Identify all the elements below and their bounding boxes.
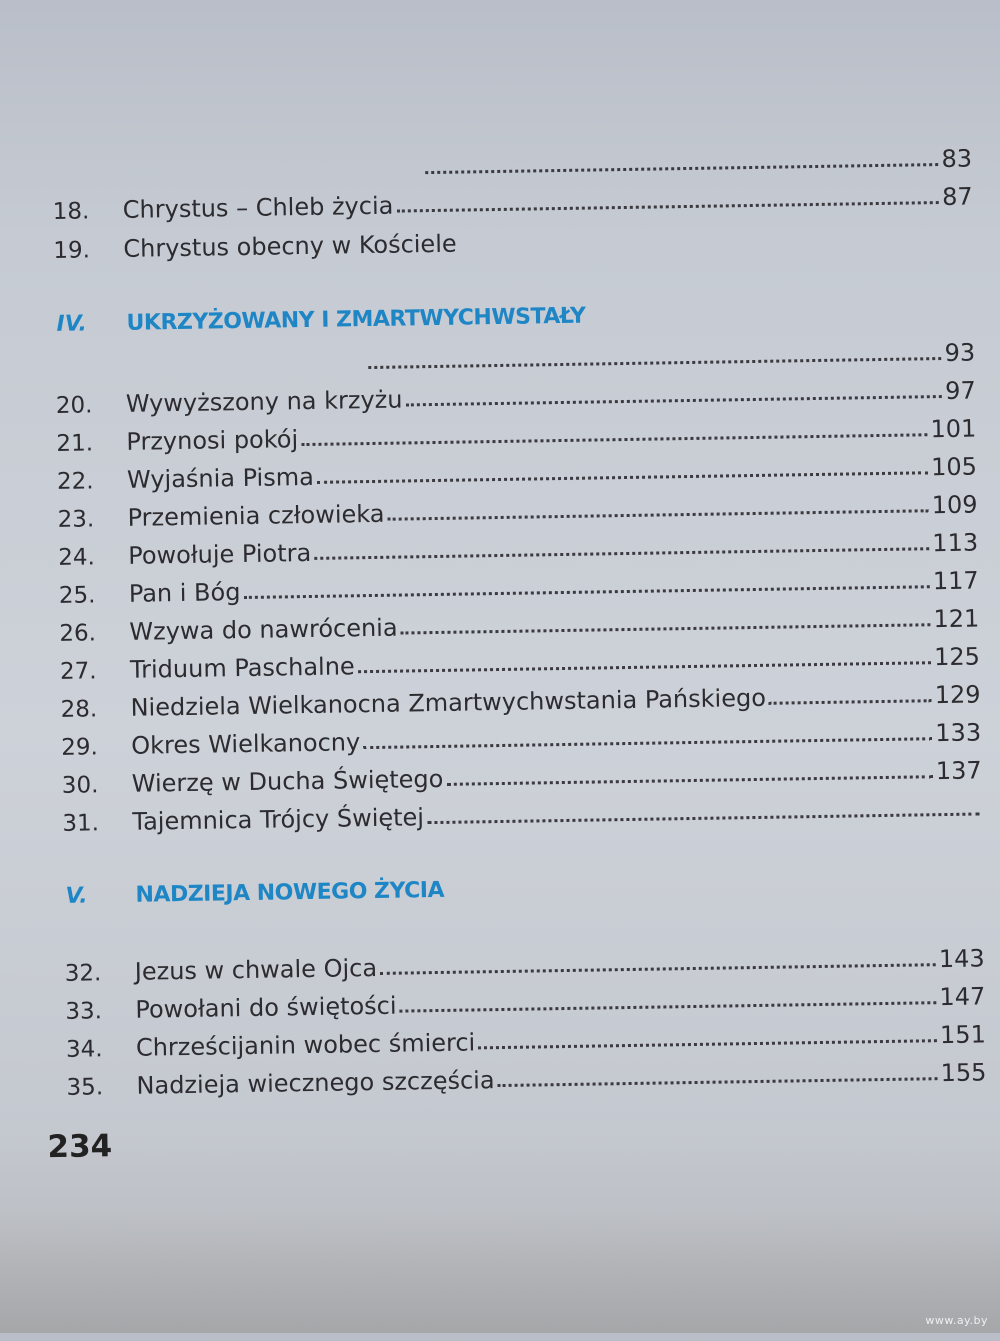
entry-number: 20.	[56, 392, 126, 419]
entry-title: Powołuje Piotra	[128, 539, 311, 570]
toc-entry	[53, 218, 434, 264]
entry-number: 19.	[53, 237, 123, 264]
entry-number: 21.	[56, 430, 126, 457]
entry-title: Przynosi pokój	[126, 425, 298, 456]
leader-dots	[498, 1077, 938, 1087]
entry-number: 35.	[66, 1074, 136, 1101]
leader-dots	[396, 201, 939, 213]
entry-title: Tajemnica Trójcy Świętej	[132, 803, 424, 836]
page-number: 117	[933, 566, 979, 595]
watermark: www.ay.by	[925, 1314, 988, 1327]
entry-title: Wyjaśnia Pisma	[127, 463, 314, 494]
section-title: NADZIEJA NOWEGO ŻYCIA	[135, 878, 444, 908]
leader-dots	[427, 812, 979, 824]
page-number: 125	[934, 642, 980, 671]
entry-title: Wywyższony na krzyżu	[126, 386, 403, 418]
entry-number: 31.	[62, 810, 132, 837]
page-number: 133	[935, 718, 981, 747]
section-number: IV.	[56, 311, 126, 337]
entry-number: 25.	[59, 582, 129, 609]
entry-title: Jezus w chwale Ojca	[135, 954, 378, 986]
section-heading-iv	[56, 289, 585, 337]
page-number: 87	[942, 183, 973, 211]
entry-title: Wzywa do nawrócenia	[129, 614, 398, 646]
entry-number: 33.	[65, 998, 135, 1025]
entry-title: Powołani do świętości	[135, 992, 397, 1024]
page-number: 121	[933, 604, 979, 633]
entry-title: Wierzę w Ducha Świętego	[132, 765, 444, 798]
page-number: 109	[931, 490, 977, 519]
entry-title: Niedziela Wielkanocna Zmartwychwstania Pańskiego	[130, 684, 766, 722]
entry-title: Pan i Bóg	[129, 578, 241, 608]
entry-number: 34.	[66, 1036, 136, 1063]
page-number: 83	[941, 145, 972, 173]
entry-number: 23.	[57, 506, 127, 533]
entry-number: 30.	[62, 772, 132, 799]
section-title: UKRZYŻOWANY I ZMARTWYCHWSTAŁY	[126, 304, 585, 336]
entry-number: 18.	[53, 198, 123, 225]
entry-number: 32.	[65, 960, 135, 987]
section-heading-v	[65, 863, 444, 909]
page-number: 147	[939, 982, 985, 1011]
page-number: 151	[940, 1020, 986, 1049]
entry-title: Chrystus – Chleb życia	[123, 192, 394, 224]
page-number: 129	[934, 680, 980, 709]
entry-title: Chrześcijanin wobec śmierci	[136, 1028, 476, 1061]
entry-title: Triduum Paschalne	[130, 652, 355, 684]
page-number: 113	[932, 528, 978, 557]
entry-title: Okres Wielkanocny	[131, 728, 360, 760]
page-number: 101	[930, 414, 976, 443]
section-number: V.	[65, 883, 135, 909]
entry-number: 24.	[58, 544, 128, 571]
page-number: 105	[931, 452, 977, 481]
entry-title: Przemienia człowieka	[127, 500, 384, 532]
page-number: 93	[944, 339, 975, 367]
page-number: 155	[940, 1058, 986, 1087]
entry-number: 22.	[57, 468, 127, 495]
entry-title: Chrystus obecny w Kościele	[123, 230, 457, 263]
page-number: 97	[945, 376, 976, 404]
page-number: 143	[939, 944, 985, 973]
leader-dots	[769, 699, 932, 705]
entry-number: 29.	[61, 734, 131, 761]
entry-number: 28.	[60, 696, 130, 723]
entry-title: Nadzieja wiecznego szczęścia	[136, 1066, 494, 1100]
entry-number: 26.	[59, 620, 129, 647]
page-number: 137	[936, 756, 982, 785]
page-folio: 234	[47, 1128, 112, 1165]
entry-number: 27.	[60, 658, 130, 685]
